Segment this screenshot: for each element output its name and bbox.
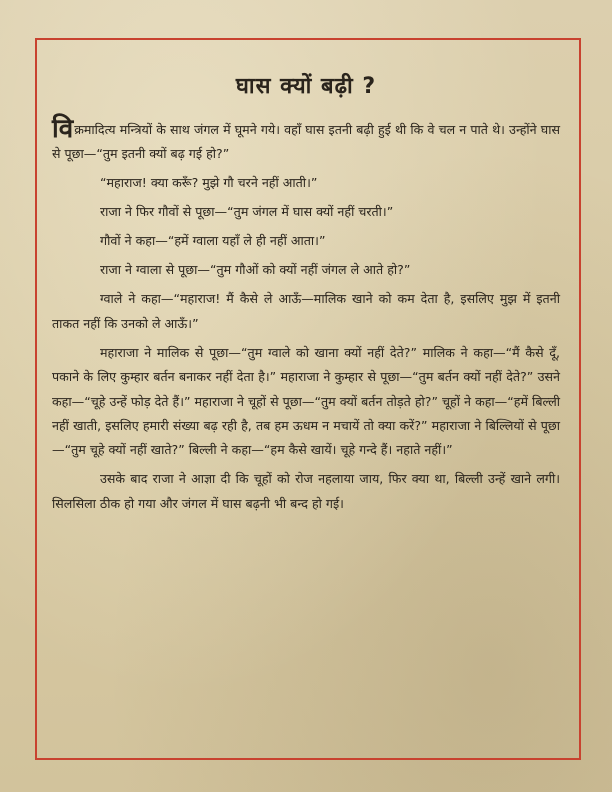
paragraph-3: राजा ने फिर गौवों से पूछा—“तुम जंगल में घास क्यों नहीं चरती।” xyxy=(100,204,394,220)
drop-cap: वि xyxy=(52,114,74,144)
story-title: घास क्यों बढ़ी ? xyxy=(235,74,377,99)
paragraph-4: गौवों ने कहा—“हमें ग्वाला यहाँ ले ही नहीं आता।” xyxy=(100,233,326,249)
story-body xyxy=(52,114,560,521)
paragraph-1-text: क्रमादित्य मन्त्रियों के साथ जंगल में घूमने गये। वहाँ घास इतनी बढ़ी हुई थी कि वे चल न पाते थे। उन्होंने घास से पूछा—“तुम इतनी क्यों बढ़ गई हो?” xyxy=(52,122,560,162)
paragraph-1 xyxy=(52,114,560,167)
paragraph-2: “महाराज! क्या करूँ? मुझे गौ चरने नहीं आती।” xyxy=(100,175,318,191)
paragraph-7: महाराजा ने मालिक से पूछा—“तुम ग्वाले को खाना क्यों नहीं देते?” मालिक ने कहा—“मैं कैसे दूँ, पकाने के लिए कुम्हार बर्तन बनाकर नहीं देता है।” महाराजा ने कुम्हार से पूछा—“तुम बर्तन क्यों नहीं देते?” उसने कहा—“चूहे उन्हें फोड़ देते हैं।” महाराजा ने चूहों से पूछा—“तुम क्यों बर्तन तोड़ते हो?” चूहों ने कहा—“हमें बिल्ली नहीं खाती, इसलिए हमारी संख्या बढ़ रही है, तब हम ऊधम न मचायें तो क्या करें?” महाराजा ने बिल्लियों से पूछा—“तुम चूहे क्यों नहीं खाते?” बिल्ली ने कहा—“हम कैसे खायें। चूहे गन्दे हैं। नहाते नहीं।” xyxy=(52,344,560,458)
paragraph-6: ग्वाले ने कहा—“महाराज! मैं कैसे ले आऊँ—मालिक खाने को कम देता है, इसलिए मुझ में इतनी ताकत नहीं कि उनको ले आऊँ।” xyxy=(52,291,560,331)
paragraph-8: उसके बाद राजा ने आज्ञा दी कि चूहों को रोज नहलाया जाय, फिर क्या था, बिल्ली उन्हें खाने लगी। सिलसिला ठीक हो गया और जंगल में घास बढ़नी भी बन्द हो गई। xyxy=(52,471,560,511)
paragraph-5: राजा ने ग्वाला से पूछा—“तुम गौओं को क्यों नहीं जंगल ले आते हो?” xyxy=(100,262,411,278)
